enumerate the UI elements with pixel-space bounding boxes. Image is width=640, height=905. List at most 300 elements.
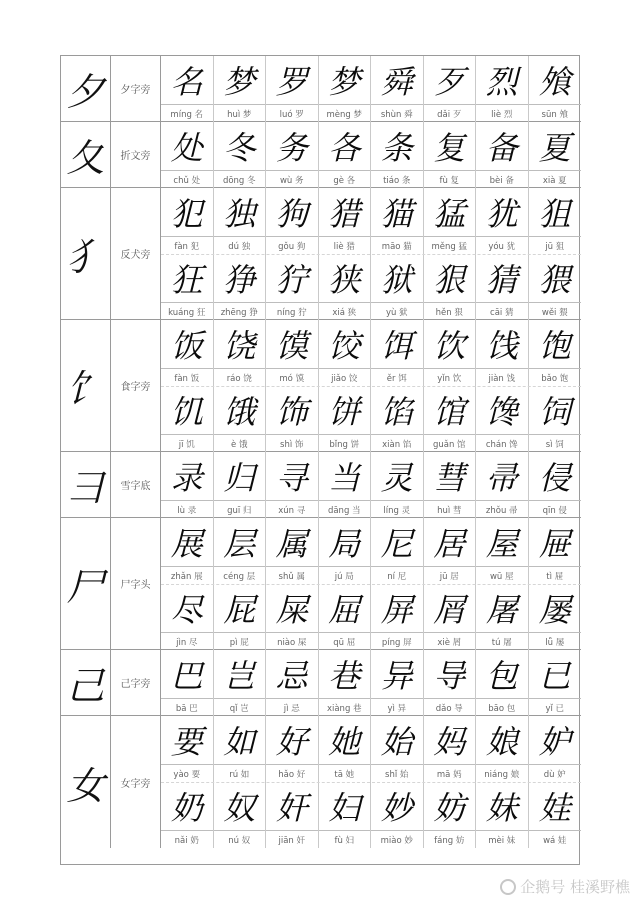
pinyin-label: niào 屎: [266, 632, 318, 650]
character-glyph: 复: [433, 129, 466, 167]
character-glyph: 犹: [485, 195, 518, 233]
calligraphy-sheet: [60, 55, 580, 865]
character-glyph: 饵: [380, 327, 413, 365]
character-glyph: 馆: [433, 393, 466, 431]
pinyin-label: yù 狱: [371, 302, 423, 320]
character-cell: [476, 320, 529, 386]
character-glyph: 饥: [170, 393, 203, 431]
character-glyph: 馍: [275, 327, 308, 365]
character-cell: [371, 386, 424, 452]
character-cell: [476, 782, 529, 848]
character-cell: [529, 518, 582, 584]
pinyin-label: zhēng 狰: [214, 302, 266, 320]
character-cell: [424, 122, 477, 188]
character-cell: [424, 254, 477, 320]
character-row: [161, 320, 581, 386]
pinyin-label: bāo 包: [476, 698, 528, 716]
character-glyph: 娃: [538, 789, 571, 827]
pinyin-label: nǎi 奶: [161, 830, 213, 848]
character-glyph: 尽: [170, 591, 203, 629]
pinyin-label: qīn 侵: [529, 500, 582, 518]
pinyin-label: kuáng 狂: [161, 302, 213, 320]
character-cell: [424, 650, 477, 716]
pinyin-label: jì 忌: [266, 698, 318, 716]
character-row: [161, 782, 581, 848]
character-cell: [266, 650, 319, 716]
character-cell: [529, 650, 582, 716]
character-glyph: 饱: [538, 327, 571, 365]
radical-glyph: 饣: [61, 320, 111, 451]
character-cell: [476, 518, 529, 584]
character-cell: [371, 188, 424, 254]
pinyin-label: huì 梦: [214, 104, 266, 122]
pinyin-label: hěn 狠: [424, 302, 476, 320]
character-cell: [161, 386, 214, 452]
pinyin-label: liè 烈: [476, 104, 528, 122]
character-cell: [424, 188, 477, 254]
character-glyph: 猥: [538, 261, 571, 299]
radical-section: [61, 320, 581, 452]
character-cell: [529, 782, 582, 848]
character-cell: [161, 452, 214, 518]
pinyin-label: zhǎn 展: [161, 566, 213, 584]
pinyin-label: sì 饲: [529, 434, 582, 452]
pinyin-label: nú 奴: [214, 830, 266, 848]
character-cell: [161, 716, 214, 782]
character-glyph: 录: [170, 459, 203, 497]
pinyin-label: qǐ 岂: [214, 698, 266, 716]
pinyin-label: dǎo 导: [424, 698, 476, 716]
character-cell: [319, 320, 372, 386]
character-glyph: 娘: [485, 723, 518, 761]
radical-section: [61, 188, 581, 320]
pinyin-label: mèi 妹: [476, 830, 528, 848]
character-cell: [319, 584, 372, 650]
character-row: [161, 716, 581, 782]
character-cell: [424, 320, 477, 386]
character-glyph: 备: [485, 129, 518, 167]
character-cell: [266, 254, 319, 320]
pinyin-label: fàn 犯: [161, 236, 213, 254]
character-cell: [214, 452, 267, 518]
row-divider: [161, 386, 581, 387]
pinyin-label: dǎi 歹: [424, 104, 476, 122]
character-cell: [214, 188, 267, 254]
character-cell: [371, 782, 424, 848]
pinyin-label: lù 录: [161, 500, 213, 518]
character-glyph: 妹: [485, 789, 518, 827]
character-glyph: 局: [328, 525, 361, 563]
character-glyph: 妒: [538, 723, 571, 761]
pinyin-label: guī 归: [214, 500, 266, 518]
character-glyph: 层: [223, 525, 256, 563]
radical-name: 女字旁: [111, 716, 161, 848]
pinyin-label: jú 局: [319, 566, 371, 584]
character-glyph: 包: [485, 657, 518, 695]
character-glyph: 名: [170, 63, 203, 101]
pinyin-label: píng 屏: [371, 632, 423, 650]
character-glyph: 导: [433, 657, 466, 695]
character-cell: [214, 122, 267, 188]
pinyin-label: dāng 当: [319, 500, 371, 518]
character-glyph: 饿: [223, 393, 256, 431]
character-cell: [161, 188, 214, 254]
radical-name: 反犬旁: [111, 188, 161, 319]
character-cell: [371, 650, 424, 716]
character-glyph: 屑: [433, 591, 466, 629]
character-cell: [529, 320, 582, 386]
character-cell: [266, 518, 319, 584]
character-row: [161, 122, 581, 188]
character-cell: [529, 716, 582, 782]
pinyin-label: wū 屋: [476, 566, 528, 584]
pinyin-label: xiè 屑: [424, 632, 476, 650]
pinyin-label: fàn 饭: [161, 368, 213, 386]
character-cell: [476, 716, 529, 782]
pinyin-label: hǎo 好: [266, 764, 318, 782]
character-glyph: 屈: [328, 591, 361, 629]
pinyin-label: jiān 奸: [266, 830, 318, 848]
pinyin-label: mèng 梦: [319, 104, 371, 122]
radical-section: [61, 650, 581, 716]
character-glyph: 妈: [433, 723, 466, 761]
character-row: [161, 650, 581, 716]
character-glyph: 尼: [380, 525, 413, 563]
pinyin-label: ní 尼: [371, 566, 423, 584]
pinyin-label: wěi 猥: [529, 302, 582, 320]
radical-section: [61, 56, 581, 122]
character-glyph: 馋: [485, 393, 518, 431]
character-glyph: 务: [275, 129, 308, 167]
character-cell: [424, 518, 477, 584]
pinyin-label: gè 各: [319, 170, 371, 188]
pinyin-label: yóu 犹: [476, 236, 528, 254]
radical-glyph: 尸: [61, 518, 111, 649]
pinyin-label: dōng 冬: [214, 170, 266, 188]
character-cell: [161, 650, 214, 716]
character-cell: [266, 452, 319, 518]
character-cell: [476, 122, 529, 188]
character-glyph: 始: [380, 723, 413, 761]
pinyin-label: yào 要: [161, 764, 213, 782]
pinyin-label: guǎn 馆: [424, 434, 476, 452]
character-cell: [424, 584, 477, 650]
character-glyph: 猎: [328, 195, 361, 233]
pinyin-label: zhǒu 帚: [476, 500, 528, 518]
character-glyph: 屠: [485, 591, 518, 629]
character-cell: [319, 452, 372, 518]
character-glyph: 狠: [433, 261, 466, 299]
character-glyph: 夏: [538, 129, 571, 167]
character-cell: [214, 518, 267, 584]
pinyin-label: qū 屈: [319, 632, 371, 650]
character-glyph: 狗: [275, 195, 308, 233]
character-cell: [214, 254, 267, 320]
character-cell: [214, 386, 267, 452]
character-cell: [371, 122, 424, 188]
pinyin-label: fù 复: [424, 170, 476, 188]
radical-name: 尸字头: [111, 518, 161, 649]
radical-glyph: 犭: [61, 188, 111, 319]
character-cell: [161, 782, 214, 848]
pinyin-label: fù 妇: [319, 830, 371, 848]
character-cell: [266, 584, 319, 650]
character-glyph: 饰: [275, 393, 308, 431]
pinyin-label: rú 如: [214, 764, 266, 782]
character-cell: [476, 254, 529, 320]
pinyin-label: pì 屁: [214, 632, 266, 650]
character-cell: [214, 584, 267, 650]
character-glyph: 饭: [170, 327, 203, 365]
pinyin-label: yǐ 已: [529, 698, 582, 716]
character-glyph: 梦: [223, 63, 256, 101]
character-glyph: 猫: [380, 195, 413, 233]
character-cell: [319, 650, 372, 716]
character-glyph: 居: [433, 525, 466, 563]
character-cell: [476, 452, 529, 518]
character-glyph: 各: [328, 129, 361, 167]
pinyin-label: ráo 饶: [214, 368, 266, 386]
character-cell: [266, 188, 319, 254]
character-glyph: 馅: [380, 393, 413, 431]
pinyin-label: yì 异: [371, 698, 423, 716]
character-cell: [214, 650, 267, 716]
pinyin-label: ěr 饵: [371, 368, 423, 386]
pinyin-label: dú 独: [214, 236, 266, 254]
character-glyph: 饼: [328, 393, 361, 431]
character-glyph: 飧: [538, 63, 571, 101]
character-glyph: 忌: [275, 657, 308, 695]
character-glyph: 巷: [328, 657, 361, 695]
character-glyph: 归: [223, 459, 256, 497]
pinyin-label: huì 彗: [424, 500, 476, 518]
character-glyph: 妨: [433, 789, 466, 827]
pinyin-label: cāi 猜: [476, 302, 528, 320]
pinyin-label: shǔ 属: [266, 566, 318, 584]
character-cell: [266, 782, 319, 848]
pinyin-label: jū 狙: [529, 236, 582, 254]
character-cell: [161, 254, 214, 320]
character-glyph: 独: [223, 195, 256, 233]
radical-section: [61, 452, 581, 518]
character-glyph: 狭: [328, 261, 361, 299]
character-glyph: 奶: [170, 789, 203, 827]
character-cell: [266, 320, 319, 386]
character-glyph: 猜: [485, 261, 518, 299]
character-cell: [371, 254, 424, 320]
character-cell: [319, 254, 372, 320]
character-cell: [371, 56, 424, 122]
pinyin-label: yǐn 饮: [424, 368, 476, 386]
pinyin-label: míng 名: [161, 104, 213, 122]
character-glyph: 展: [170, 525, 203, 563]
pinyin-label: bèi 备: [476, 170, 528, 188]
radical-glyph: 彐: [61, 452, 111, 517]
pinyin-label: xiàng 巷: [319, 698, 371, 716]
character-cell: [529, 452, 582, 518]
pinyin-label: māo 猫: [371, 236, 423, 254]
character-glyph: 帚: [485, 459, 518, 497]
character-glyph: 如: [223, 723, 256, 761]
character-cell: [424, 716, 477, 782]
radical-name: 己字旁: [111, 650, 161, 715]
character-glyph: 舜: [380, 63, 413, 101]
character-glyph: 狞: [275, 261, 308, 299]
character-glyph: 饲: [538, 393, 571, 431]
character-glyph: 妙: [380, 789, 413, 827]
character-cell: [214, 716, 267, 782]
character-glyph: 奸: [275, 789, 308, 827]
character-row: [161, 518, 581, 584]
character-cell: [529, 122, 582, 188]
pinyin-label: jìn 尽: [161, 632, 213, 650]
pinyin-label: tiáo 条: [371, 170, 423, 188]
character-glyph: 好: [275, 723, 308, 761]
character-cell: [319, 56, 372, 122]
pinyin-label: miào 妙: [371, 830, 423, 848]
pinyin-label: xiá 狭: [319, 302, 371, 320]
character-glyph: 她: [328, 723, 361, 761]
pinyin-label: bǐng 饼: [319, 434, 371, 452]
character-cell: [476, 584, 529, 650]
pinyin-label: luó 罗: [266, 104, 318, 122]
character-cell: [266, 122, 319, 188]
pinyin-label: xún 寻: [266, 500, 318, 518]
watermark-logo-icon: [500, 879, 516, 895]
radical-section: [61, 518, 581, 650]
character-glyph: 属: [275, 525, 308, 563]
character-glyph: 狰: [223, 261, 256, 299]
pinyin-label: niáng 娘: [476, 764, 528, 782]
character-cell: [161, 518, 214, 584]
pinyin-label: fáng 妨: [424, 830, 476, 848]
character-cell: [319, 386, 372, 452]
character-row: [161, 56, 581, 122]
character-cell: [529, 386, 582, 452]
character-cell: [424, 782, 477, 848]
pinyin-label: shì 饰: [266, 434, 318, 452]
pinyin-label: jiǎo 饺: [319, 368, 371, 386]
pinyin-label: dù 妒: [529, 764, 582, 782]
radical-section: [61, 122, 581, 188]
character-glyph: 饶: [223, 327, 256, 365]
pinyin-label: xià 夏: [529, 170, 582, 188]
character-cell: [161, 122, 214, 188]
pinyin-label: wù 务: [266, 170, 318, 188]
pinyin-label: níng 狞: [266, 302, 318, 320]
pinyin-label: jī 饥: [161, 434, 213, 452]
character-glyph: 饺: [328, 327, 361, 365]
character-cell: [424, 386, 477, 452]
radical-name: 雪字底: [111, 452, 161, 517]
pinyin-label: mā 妈: [424, 764, 476, 782]
character-cell: [371, 584, 424, 650]
character-cell: [214, 56, 267, 122]
row-divider: [161, 254, 581, 255]
pinyin-label: shǐ 始: [371, 764, 423, 782]
character-glyph: 已: [538, 657, 571, 695]
character-glyph: 屡: [538, 591, 571, 629]
character-cell: [529, 188, 582, 254]
character-row: [161, 254, 581, 320]
character-cell: [266, 716, 319, 782]
character-row: [161, 188, 581, 254]
pinyin-label: mó 馍: [266, 368, 318, 386]
pinyin-label: jiàn 饯: [476, 368, 528, 386]
character-cell: [319, 518, 372, 584]
character-glyph: 侵: [538, 459, 571, 497]
character-cell: [476, 188, 529, 254]
watermark: [500, 876, 630, 897]
character-cell: [161, 56, 214, 122]
character-glyph: 异: [380, 657, 413, 695]
pinyin-label: tì 屉: [529, 566, 582, 584]
character-cell: [161, 584, 214, 650]
radical-name: 折文旁: [111, 122, 161, 187]
character-glyph: 当: [328, 459, 361, 497]
radical-name: 夕字旁: [111, 56, 161, 121]
pinyin-label: bǎo 饱: [529, 368, 582, 386]
pinyin-label: líng 灵: [371, 500, 423, 518]
radical-glyph: 夂: [61, 122, 111, 187]
pinyin-label: lǚ 屡: [529, 632, 582, 650]
character-cell: [214, 320, 267, 386]
character-cell: [371, 716, 424, 782]
character-cell: [266, 56, 319, 122]
character-cell: [371, 452, 424, 518]
character-glyph: 烈: [485, 63, 518, 101]
character-glyph: 条: [380, 129, 413, 167]
character-glyph: 狙: [538, 195, 571, 233]
radical-section: [61, 716, 581, 848]
character-glyph: 犯: [170, 195, 203, 233]
character-glyph: 饮: [433, 327, 466, 365]
character-cell: [529, 584, 582, 650]
character-glyph: 巴: [170, 657, 203, 695]
character-cell: [319, 122, 372, 188]
character-cell: [214, 782, 267, 848]
character-cell: [424, 452, 477, 518]
pinyin-label: chǔ 处: [161, 170, 213, 188]
character-cell: [371, 518, 424, 584]
character-cell: [319, 188, 372, 254]
pinyin-label: xiàn 馅: [371, 434, 423, 452]
character-cell: [476, 650, 529, 716]
character-glyph: 岂: [223, 657, 256, 695]
radical-glyph: 女: [61, 716, 111, 848]
pinyin-label: wá 娃: [529, 830, 582, 848]
character-glyph: 屋: [485, 525, 518, 563]
character-cell: [529, 56, 582, 122]
pinyin-label: tú 屠: [476, 632, 528, 650]
radical-glyph: 夕: [61, 56, 111, 121]
pinyin-label: shùn 舜: [371, 104, 423, 122]
character-row: [161, 584, 581, 650]
pinyin-label: bā 巴: [161, 698, 213, 716]
character-glyph: 屏: [380, 591, 413, 629]
pinyin-label: tā 她: [319, 764, 371, 782]
character-cell: [266, 386, 319, 452]
pinyin-label: liè 猎: [319, 236, 371, 254]
character-glyph: 屎: [275, 591, 308, 629]
character-cell: [476, 386, 529, 452]
character-glyph: 屁: [223, 591, 256, 629]
character-glyph: 屉: [538, 525, 571, 563]
character-glyph: 妇: [328, 789, 361, 827]
pinyin-label: chán 馋: [476, 434, 528, 452]
character-cell: [319, 716, 372, 782]
pinyin-label: gǒu 狗: [266, 236, 318, 254]
